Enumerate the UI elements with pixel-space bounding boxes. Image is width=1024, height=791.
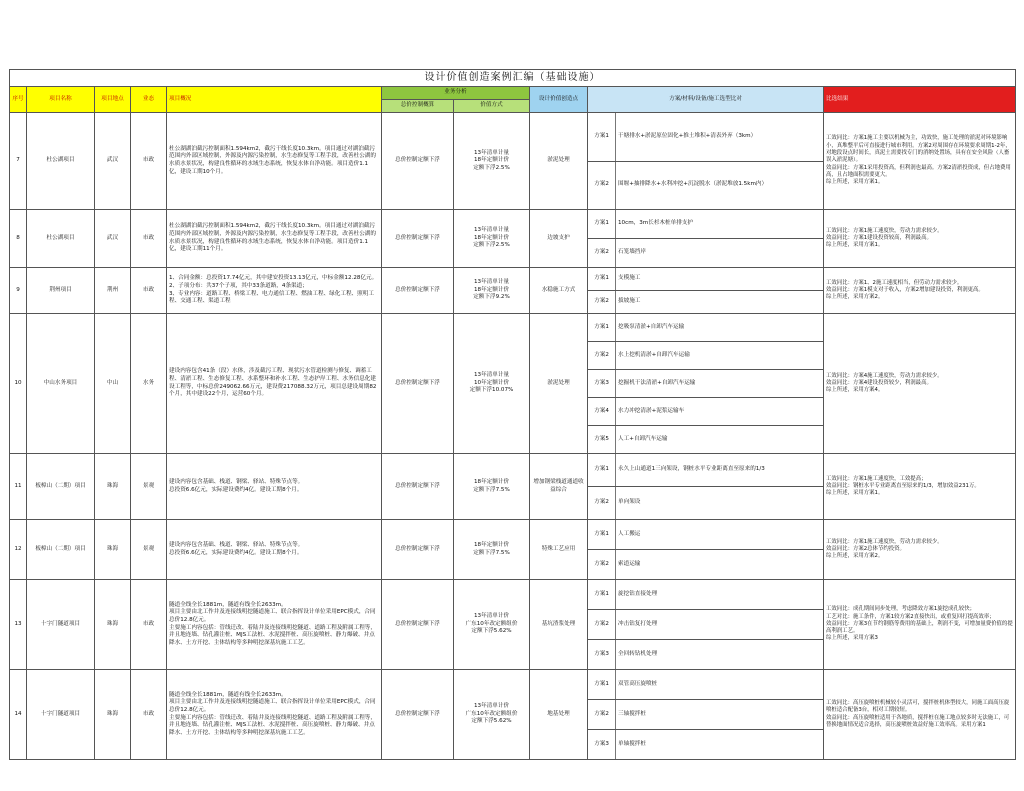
plan-description: 单向架设: [616, 487, 824, 520]
row-location: 珠海: [95, 580, 131, 670]
plan-description: 旋挖钻直接处理: [616, 580, 824, 610]
row-analysis: 工效同比：方案1施工速度快，劳动力需求较少。 效益同比：方案2总体节约投资。 综上所述，采用方案2。: [824, 520, 1016, 580]
plan-label: 方案2: [588, 550, 616, 580]
plan-label: 方案3: [588, 370, 616, 398]
header-overview: 项目概况: [167, 87, 382, 113]
row-overview: 杜公湖湖泊截污控制面积1.594km2，截污干线长度10.3km。项目通过对湖泊截污范围内外部区域控制，外源及内源污染控制，水生态修复等工程手段，改善杜公湖的水质水景状况，构建良性循环的水域生态系统，恢复水体自净功能。项目造价1.1亿，建设工期11个月。: [167, 210, 382, 268]
row-value-method: 18年定额计价 定额下浮7.5%: [454, 454, 530, 520]
row-overview: 隧道全线全长1881m，隧道有线全长2633m。 项目主要由北工作井及连接线明挖隧道施工、联合指挥设计单位采用EPC模式，合同总价12.8亿元。 主要施工内容包括：管线迁改、着陆井及连接线明挖隧道、道路工程及附属工程等，并且地连墙、钻孔灌注桩、MJS工法桩、水泥搅拌桩、高压旋喷桩、静力爆破、井点降水、土方开挖、主体结构等多种明挖深基坑施工工艺。: [167, 580, 382, 670]
plan-label: 方案2: [588, 700, 616, 730]
row-analysis: 工效同比：方案1施工速度快，劳动力需求较少。 效益同比：方案1建设投资较高，利润最高。 综上所述，采用方案1。: [824, 210, 1016, 268]
row-type: 市政: [131, 268, 167, 314]
row-cost-control: 总价控制定额下浮: [382, 580, 454, 670]
row-type: 市政: [131, 113, 167, 210]
row-design-method: 基坑渣浆处理: [530, 580, 588, 670]
plan-description: 石笼墙挡岸: [616, 239, 824, 268]
row-location: 荆州: [95, 268, 131, 314]
table-row: [10, 314, 1016, 342]
row-cost-control: 总价控制定额下浮: [382, 314, 454, 454]
row-cost-control: 总价控制定额下浮: [382, 520, 454, 580]
row-name: 板樟山（二期）项目: [27, 520, 95, 580]
plan-label: 方案2: [588, 161, 616, 210]
row-value-method: 13年清单计量 18年定额计价 定额下浮9.2%: [454, 268, 530, 314]
row-overview: 1、合同金额：总投资17.74亿元，其中建安投资13.13亿元，中标金额12.28亿元。 2、子项分布：共37个子项，其中33条道路，4条渠道； 3、专业内容：道路工程、桥梁工程、电力通信工程、燃油工程、绿化工程、照明工程、交通工程、渠道工程: [167, 268, 382, 314]
row-seq: 8: [10, 210, 27, 268]
row-location: 武汉: [95, 113, 131, 210]
row-cost-control: 总价控制定额下浮: [382, 670, 454, 760]
row-type: 景观: [131, 454, 167, 520]
plan-label: 方案2: [588, 487, 616, 520]
plan-description: 双管高压旋喷桩: [616, 670, 824, 700]
row-seq: 11: [10, 454, 27, 520]
plan-description: 干塘排水+淤泥原位固化+推土堆积+清表外弃（3km）: [616, 113, 824, 162]
row-location: 珠海: [95, 670, 131, 760]
header-cost-control: 总价控制概算: [382, 100, 454, 113]
row-seq: 14: [10, 670, 27, 760]
row-cost-control: 总价控制定额下浮: [382, 210, 454, 268]
row-overview: 建设内容包含41条（段）水体，涉及截污工程、现状污水管道检测与修复、调蓄工程、清淤工程、生态修复工程、水系整环和补水工程、生态护岸工程、水务信息化建设工程等，中标总价249062.66万元，建设费217088.32万元，项目总建设周期82个月，其中建设22个月，运营60个月。: [167, 314, 382, 454]
header-value-method: 价值方式: [454, 100, 530, 113]
plan-description: 单轴搅拌桩: [616, 730, 824, 760]
plan-label: 方案3: [588, 730, 616, 760]
row-design-method: 淤泥处理: [530, 314, 588, 454]
title-row: [10, 70, 1016, 87]
plan-label: 方案1: [588, 210, 616, 239]
header-name: 项目名称: [27, 87, 95, 113]
table-row: [10, 670, 1016, 700]
row-type: 市政: [131, 210, 167, 268]
plan-description: 人工搬运: [616, 520, 824, 550]
table-row: [10, 210, 1016, 239]
row-location: 武汉: [95, 210, 131, 268]
table-row: [10, 113, 1016, 162]
row-analysis: 工效同比：方案1施工主要以机械为主，功效快，施工处理的淤泥对环境影响小，真堆整平后可直接进行城市利用。方案2对周围存在环境要求周期1-2年，对地段设点时间长，真泥土需要找专门的消纳处置场，具有在安全风险（人畜误入淤泥塘）。 效益同比：方案1采用投资高，但利润也最高。方案2清淤投资成，但占地费用高，且占地面积需要更大。 综上所述，采用方案1。: [824, 113, 1016, 210]
header-compare: 方案/材料/设备/施工选型比对: [588, 87, 824, 113]
row-name: 板樟山（二期）项目: [27, 454, 95, 520]
row-analysis: 工效同比：高压旋喷桩机械较小灵活可，搅拌桩机体型较大，同施工面高压旋喷桩适合配备3台，相对工期较短。 效益同比：高压旋喷桩适用于各地质，搅拌桩在施工地点较多时无法施工，可替换地面情况适合选择，高压旋喷桩效益好施工效率高。采用方案1: [824, 670, 1016, 760]
row-name: 荆州项目: [27, 268, 95, 314]
row-value-method: 13年清单计价 广东10年改定额组价 定额下浮5.62%: [454, 670, 530, 760]
row-overview: 建设内容包含基础、栈道、钢梁、驿站、特殊节点等。 总投资6.6亿元，实际建设费约4亿。建设工期8个月。: [167, 520, 382, 580]
row-name: 十字门隧道项目: [27, 580, 95, 670]
row-design-method: 增加钢梁栈道通道收益综合: [530, 454, 588, 520]
plan-description: 水上挖机清淤+自卸汽车运输: [616, 342, 824, 370]
table-title: 设计价值创造案例汇编（基础设施）: [10, 70, 1016, 87]
plan-description: 挖吸泵清淤+自卸汽车运输: [616, 314, 824, 342]
row-analysis: 工效同比：方案4施工速度快，劳动力需求较少。 效益同比：方案4建设投资较少，利润最高。 综上所述，采用方案4。: [824, 314, 1016, 454]
row-type: 市政: [131, 580, 167, 670]
plan-label: 方案4: [588, 398, 616, 426]
row-seq: 12: [10, 520, 27, 580]
summary-table: [9, 69, 1016, 760]
row-value-method: 18年定额计价 定额下浮7.5%: [454, 520, 530, 580]
plan-description: 人工+自卸汽车运输: [616, 426, 824, 454]
header-location: 项目地点: [95, 87, 131, 113]
plan-description: 水力冲挖清淤+泥浆运输车: [616, 398, 824, 426]
row-seq: 7: [10, 113, 27, 210]
plan-label: 方案1: [588, 520, 616, 550]
header-row: [10, 87, 1016, 100]
plan-description: 冲击钻复打处理: [616, 610, 824, 640]
plan-description: 索道运输: [616, 550, 824, 580]
row-value-method: 13年清单计量 18年定额计价 定额下浮2.5%: [454, 210, 530, 268]
header-design-method: 设计价值创造点: [530, 87, 588, 113]
plan-description: 三轴搅拌桩: [616, 700, 824, 730]
row-name: 中山水务项目: [27, 314, 95, 454]
plan-label: 方案1: [588, 580, 616, 610]
row-cost-control: 总价控制定额下浮: [382, 454, 454, 520]
row-analysis: 工效同比：成孔期间同步处理，考虑降效方案1旋挖成孔较快； 工艺对比：施工条件，方案1较方案2直接快出，或重复回打提高效率； 效益同比：方案3在节约钢筋等费用的基础上，利润不变，可增加量费价值的提高利润工艺。 综上所述，采用方案3: [824, 580, 1016, 670]
row-analysis: 工效同比：方案1、2施工速度相当，但劳动力需求较少。 效益同比：方案1模支对于收入，方案2增加建设投资，利润更高。 综上所述，采用方案2。: [824, 268, 1016, 314]
row-name: 杜公湖项目: [27, 210, 95, 268]
row-location: 珠海: [95, 454, 131, 520]
row-seq: 10: [10, 314, 27, 454]
row-design-method: 地基处理: [530, 670, 588, 760]
plan-label: 方案1: [588, 314, 616, 342]
spreadsheet: [9, 69, 1015, 760]
row-overview: 杜公湖湖泊截污控制面积1.594km2，截污干线长度10.3km。项目通过对湖泊截污范围内外部区域控制，外源及内源污染控制，水生态修复等工程手段，改善杜公湖的水质水景状况，构建良性循环的水域生态系统，恢复水体自净功能。项目造价1.1亿，建设工期10个月。: [167, 113, 382, 210]
header-seq: 序号: [10, 87, 27, 113]
row-seq: 9: [10, 268, 27, 314]
plan-description: 挖掘机干法清淤+自卸汽车运输: [616, 370, 824, 398]
row-design-method: 边坡支护: [530, 210, 588, 268]
row-value-method: 13年清单计价 广东10年改定额组价 定额下浮5.62%: [454, 580, 530, 670]
row-analysis: 工效同比：方案1施工速度快，工效提高； 效益同比：钢桩水平专业距离直至原来的1/3，增加效益231万。 综上所述，采用方案1。: [824, 454, 1016, 520]
row-seq: 13: [10, 580, 27, 670]
plan-label: 方案5: [588, 426, 616, 454]
plan-label: 方案3: [588, 640, 616, 670]
row-name: 杜公湖项目: [27, 113, 95, 210]
plan-description: 围堰+抽排降水+水利冲挖+沉淀脱水（淤泥堆放1.5km内）: [616, 161, 824, 210]
row-location: 珠海: [95, 520, 131, 580]
plan-label: 方案2: [588, 610, 616, 640]
plan-label: 方案1: [588, 670, 616, 700]
header-analysis: 比选结果: [824, 87, 1016, 113]
row-type: 水务: [131, 314, 167, 454]
table-row: [10, 268, 1016, 291]
row-name: 十字门隧道项目: [27, 670, 95, 760]
plan-label: 方案1: [588, 454, 616, 487]
plan-description: 10cm，3m长杉木桩单排支护: [616, 210, 824, 239]
plan-label: 方案1: [588, 268, 616, 291]
row-value-method: 13年清单计量 10年定额计价 定额下浮10.07%: [454, 314, 530, 454]
plan-description: 全回转钻机处理: [616, 640, 824, 670]
table-row: [10, 454, 1016, 487]
row-overview: 建设内容包含基础、栈道、钢梁、驿站、特殊节点等。 总投资6.6亿元，实际建设费约4亿。建设工期8个月。: [167, 454, 382, 520]
row-design-method: 特殊工艺应用: [530, 520, 588, 580]
plan-label: 方案2: [588, 291, 616, 314]
row-type: 市政: [131, 670, 167, 760]
row-cost-control: 总价控制定额下浮: [382, 268, 454, 314]
header-dept-group: 业务分析: [382, 87, 530, 100]
plan-label: 方案2: [588, 342, 616, 370]
row-location: 中山: [95, 314, 131, 454]
row-design-method: 水稳施工方式: [530, 268, 588, 314]
row-overview: 隧道全线全长1881m，隧道有线全长2633m。 项目主要由北工作井及连接线明挖隧道施工、联合指挥设计单位采用EPC模式，合同总价12.8亿元。 主要施工内容包括：管线迁改、着陆井及连接线明挖隧道、道路工程及附属工程等，并且地连墙、钻孔灌注桩、MJS工法桩、水泥搅拌桩、高压旋喷桩、静力爆破、井点降水、土方开挖、主体结构等多种明挖深基坑施工工艺。: [167, 670, 382, 760]
plan-description: 永久上山通道1三向架设，钢桩水平专业距离直至原来的1/3: [616, 454, 824, 487]
plan-description: 支模施工: [616, 268, 824, 291]
row-cost-control: 总价控制定额下浮: [382, 113, 454, 210]
row-type: 景观: [131, 520, 167, 580]
table-row: [10, 520, 1016, 550]
table-row: [10, 580, 1016, 610]
row-design-method: 淤泥处理: [530, 113, 588, 210]
plan-description: 拔坡施工: [616, 291, 824, 314]
header-type: 业态: [131, 87, 167, 113]
row-value-method: 13年清单计量 18年定额计价 定额下浮2.5%: [454, 113, 530, 210]
plan-label: 方案2: [588, 239, 616, 268]
plan-label: 方案1: [588, 113, 616, 162]
table-body: [10, 113, 1016, 760]
